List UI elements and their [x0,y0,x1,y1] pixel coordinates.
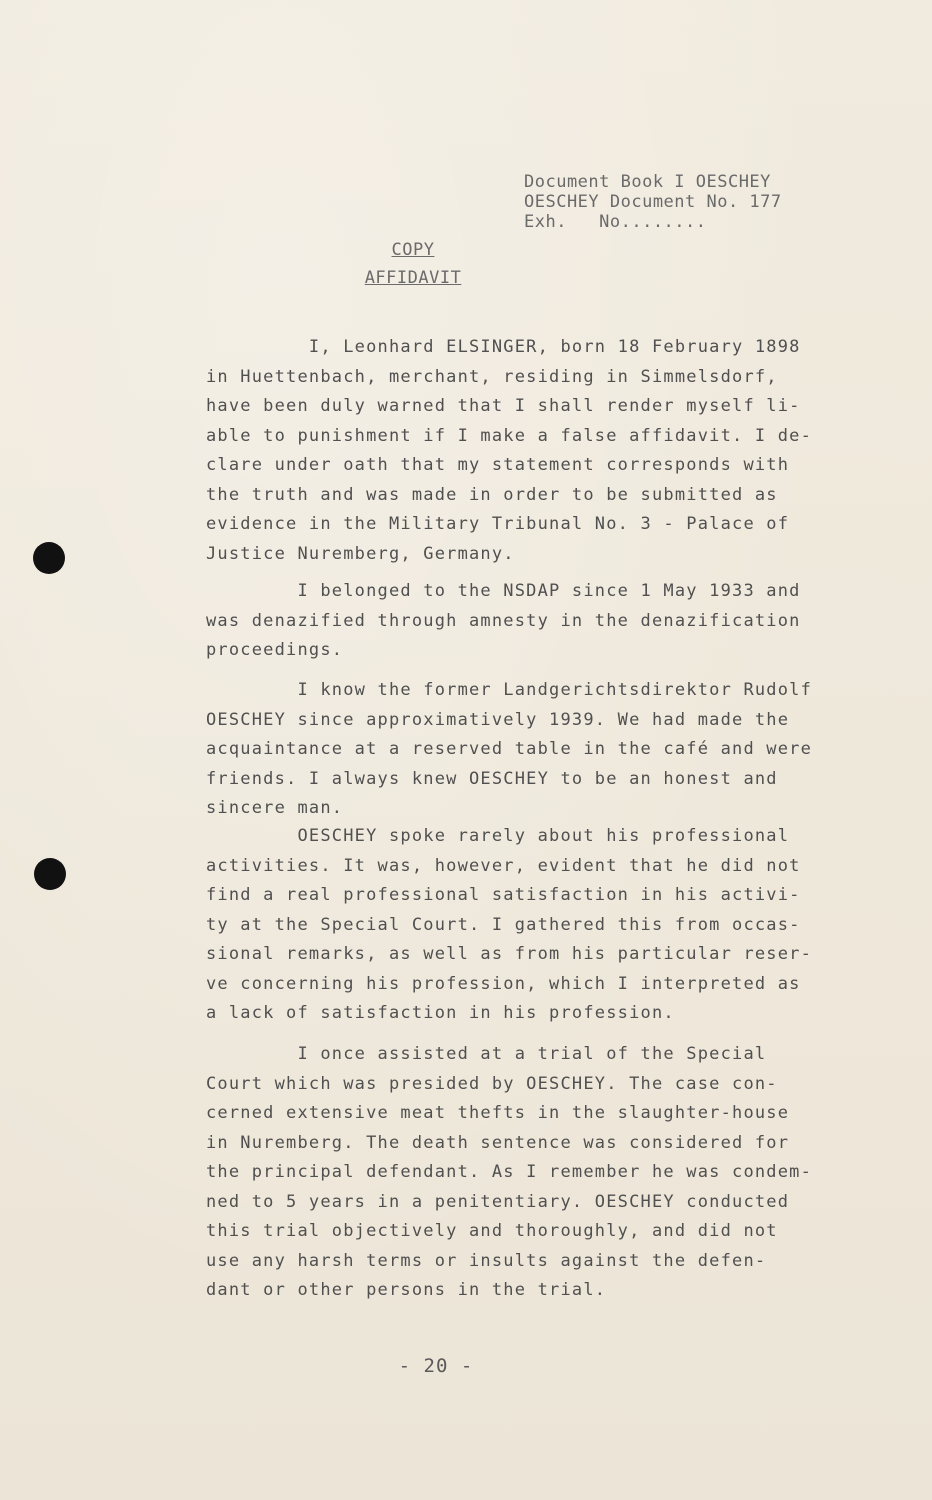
paragraph-party-membership: I belonged to the NSDAP since 1 May 1933 and was denazified through amnesty in the denazification proceedings. [206,581,801,660]
document-reference-header [524,172,782,232]
affidavit-title: AFFIDAVIT [364,268,462,288]
header-line-document-number: OESCHEY Document No. 177 [524,192,782,212]
header-line-book: Document Book I OESCHEY [524,172,771,192]
paragraph-declarant: I, Leonhard ELSINGER, born 18 February 1898 in Huettenbach, merchant, residing in Simmelsdorf, have been duly warned that I shall render myself li- able to punishment if I make a false affidavit. I de- clare under oath that my statement corresponds with the truth and was made in order to be submitted as evidence in the Military Tribunal No. 3 - Palace of Justice Nuremberg, Germany. [206,337,813,564]
page-number: - 20 - [398,1355,474,1377]
paragraph-professional-activities: OESCHEY spoke rarely about his professional activities. It was, however, evident that he did not find a real professional satisfaction in his activi- ty at the Special Court. I gathered this from occas- sional remarks, as well as from his particular reser- ve concerning his profession, which I interpreted as a lack of satisfaction in his profession. [206,826,813,1023]
punch-hole-top [33,542,65,574]
paragraph-trial: I once assisted at a trial of the Special Court which was presided by OESCHEY. The case con- cerned extensive meat thefts in the slaughter-house in Nuremberg. The death sentence was considered for the principal defendant. As I remember he was condem- ned to 5 years in a penitentiary. OESCHEY conducted this trial objectively and thoroughly, and did not use any harsh terms or insults against the defen- dant or other persons in the trial. [206,1044,813,1300]
punch-hole-bottom [34,858,66,890]
header-line-exhibit: Exh. No........ [524,212,707,232]
copy-title: COPY [391,240,435,260]
paragraph-acquaintance: I know the former Landgerichtsdirektor Rudolf OESCHEY since approximatively 1939. We had made the acquaintance at a reserved table in the café and were friends. I always knew OESCHEY to be an honest and sincere man. [206,680,813,818]
